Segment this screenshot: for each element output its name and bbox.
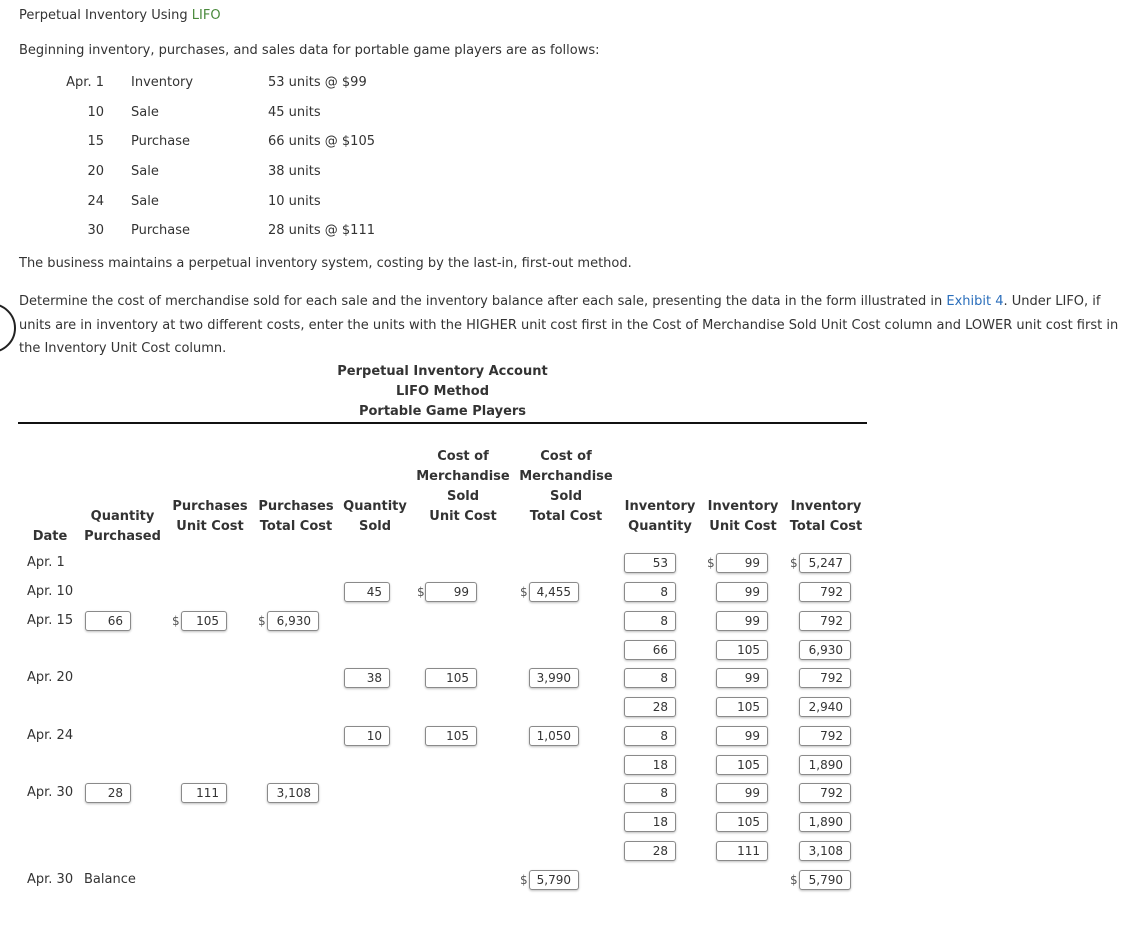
- account-method: LIFO Method: [395, 384, 490, 399]
- transaction-type: Sale: [131, 105, 159, 120]
- col-header-inv-unit-cost: Inventory Unit Cost: [707, 499, 779, 534]
- title-text: Perpetual Inventory Using: [19, 8, 192, 23]
- qty-sold-input[interactable]: 10: [344, 726, 390, 746]
- row-date-apr10: Apr. 10: [27, 584, 74, 599]
- instructions-text-1: Determine the cost of merchandise sold for each sale and the inventory balance after each sale, presenting the data in the form illustrated in: [19, 294, 947, 309]
- purch-unit-cost-input[interactable]: 105: [181, 611, 227, 631]
- col-header-qty-sold: Quantity Sold: [343, 499, 407, 534]
- transaction-type: Purchase: [131, 223, 191, 238]
- balance-label: Balance: [84, 872, 136, 887]
- inv-qty-input[interactable]: 8: [624, 726, 676, 746]
- side-circle-marker: [0, 303, 16, 353]
- dollar-sign: $: [172, 614, 180, 628]
- inv-qty-input[interactable]: 28: [624, 841, 676, 861]
- inv-qty-input[interactable]: 18: [624, 812, 676, 832]
- inv-unit-cost-input[interactable]: 99: [716, 553, 768, 573]
- inv-total-cost-input[interactable]: 1,890: [799, 812, 851, 832]
- transaction-detail: 45 units: [268, 105, 321, 120]
- transaction-detail: 66 units @ $105: [268, 134, 375, 149]
- inv-total-cost-input[interactable]: 6,930: [799, 640, 851, 660]
- transaction-detail: 38 units: [268, 164, 321, 179]
- inv-unit-cost-input[interactable]: 99: [716, 668, 768, 688]
- transaction-type: Purchase: [131, 134, 191, 149]
- transaction-detail: 28 units @ $111: [268, 223, 375, 238]
- account-title: Perpetual Inventory Account: [337, 364, 548, 379]
- inv-qty-input[interactable]: 8: [624, 611, 676, 631]
- row-date-apr1: Apr. 1: [27, 555, 65, 570]
- dollar-sign: $: [417, 585, 425, 599]
- qty-purchased-input[interactable]: 66: [85, 611, 131, 631]
- inv-qty-input[interactable]: 8: [624, 783, 676, 803]
- transaction-date: 20: [87, 164, 104, 179]
- transaction-type: Sale: [131, 164, 159, 179]
- col-header-cogs-unit-cost: Cost of Merchandise Sold Unit Cost: [416, 449, 510, 524]
- dollar-sign: $: [520, 585, 528, 599]
- title-lifo: LIFO: [191, 8, 221, 23]
- transaction-detail: 10 units: [268, 194, 321, 209]
- inv-total-cost-input[interactable]: 792: [799, 783, 851, 803]
- cogs-balance-total-input[interactable]: 5,790: [529, 870, 579, 890]
- qty-sold-input[interactable]: 45: [344, 582, 390, 602]
- inv-total-cost-input[interactable]: 1,890: [799, 755, 851, 775]
- col-header-inv-total-cost: Inventory Total Cost: [789, 499, 863, 534]
- exhibit-4-link[interactable]: Exhibit 4: [946, 294, 1004, 309]
- qty-purchased-input[interactable]: 28: [85, 783, 131, 803]
- transaction-date: 30: [87, 223, 104, 238]
- inv-balance-total-input[interactable]: 5,790: [799, 870, 851, 890]
- instructions-text-2: . Under LIFO, if units are in inventory at two different costs, enter the units with the HIGHER unit cost first in the Cost of Merchandise Sold Unit Cost column and LOWER unit cost first in the Inventory Unit Cost column.: [19, 294, 1119, 356]
- col-header-date: Date: [32, 529, 68, 544]
- dollar-sign: $: [520, 873, 528, 887]
- inv-total-cost-input[interactable]: 2,940: [799, 697, 851, 717]
- inv-unit-cost-input[interactable]: 111: [716, 841, 768, 861]
- account-product: Portable Game Players: [358, 404, 527, 419]
- dollar-sign: $: [258, 614, 266, 628]
- dollar-sign: $: [707, 556, 715, 570]
- col-header-purch-total-cost: Purchases Total Cost: [258, 499, 334, 534]
- transaction-detail: 53 units @ $99: [268, 75, 367, 90]
- cogs-unit-cost-input[interactable]: 105: [425, 668, 477, 688]
- heading-rule: [18, 422, 867, 424]
- row-date-apr24: Apr. 24: [27, 728, 74, 743]
- purch-total-cost-input[interactable]: 3,108: [267, 783, 319, 803]
- inv-qty-input[interactable]: 28: [624, 697, 676, 717]
- inv-unit-cost-input[interactable]: 105: [716, 812, 768, 832]
- purch-total-cost-input[interactable]: 6,930: [267, 611, 319, 631]
- purch-unit-cost-input[interactable]: 111: [181, 783, 227, 803]
- row-date-balance: Apr. 30: [27, 872, 74, 887]
- cogs-total-cost-input[interactable]: 3,990: [529, 668, 579, 688]
- inv-qty-input[interactable]: 8: [624, 668, 676, 688]
- col-header-purch-unit-cost: Purchases Unit Cost: [172, 499, 248, 534]
- inv-total-cost-input[interactable]: 792: [799, 668, 851, 688]
- inv-qty-input[interactable]: 66: [624, 640, 676, 660]
- inv-qty-input[interactable]: 18: [624, 755, 676, 775]
- inv-unit-cost-input[interactable]: 105: [716, 755, 768, 775]
- col-header-cogs-total-cost: Cost of Merchandise Sold Total Cost: [519, 449, 613, 524]
- inv-unit-cost-input[interactable]: 99: [716, 611, 768, 631]
- inv-unit-cost-input[interactable]: 105: [716, 640, 768, 660]
- inv-qty-input[interactable]: 8: [624, 582, 676, 602]
- col-header-qty-purchased: Quantity Purchased: [84, 509, 161, 544]
- cogs-total-cost-input[interactable]: 1,050: [529, 726, 579, 746]
- transaction-type: Inventory: [131, 75, 194, 90]
- instructions-paragraph: [19, 290, 1119, 361]
- cogs-total-cost-input[interactable]: 4,455: [529, 582, 579, 602]
- transaction-date: 24: [87, 194, 104, 209]
- dollar-sign: $: [790, 873, 798, 887]
- cogs-unit-cost-input[interactable]: 105: [425, 726, 477, 746]
- inv-total-cost-input[interactable]: 3,108: [799, 841, 851, 861]
- transaction-date: 15: [87, 134, 104, 149]
- intro-text: Beginning inventory, purchases, and sales data for portable game players are as follows:: [19, 43, 600, 58]
- page-title: [19, 8, 221, 23]
- inv-total-cost-input[interactable]: 5,247: [799, 553, 851, 573]
- row-date-apr30: Apr. 30: [27, 785, 74, 800]
- inv-qty-input[interactable]: 53: [624, 553, 676, 573]
- inv-unit-cost-input[interactable]: 99: [716, 783, 768, 803]
- inv-total-cost-input[interactable]: 792: [799, 582, 851, 602]
- transaction-date: 10: [87, 105, 104, 120]
- inv-total-cost-input[interactable]: 792: [799, 611, 851, 631]
- inv-unit-cost-input[interactable]: 105: [716, 697, 768, 717]
- inv-unit-cost-input[interactable]: 99: [716, 582, 768, 602]
- row-date-apr15: Apr. 15: [27, 613, 74, 628]
- dollar-sign: $: [790, 556, 798, 570]
- inv-total-cost-input[interactable]: 792: [799, 726, 851, 746]
- method-paragraph: The business maintains a perpetual inventory system, costing by the last-in, first-out method.: [19, 256, 632, 271]
- transaction-type: Sale: [131, 194, 159, 209]
- col-header-inv-qty: Inventory Quantity: [624, 499, 696, 534]
- inv-unit-cost-input[interactable]: 99: [716, 726, 768, 746]
- cogs-unit-cost-input[interactable]: 99: [425, 582, 477, 602]
- row-date-apr20: Apr. 20: [27, 670, 74, 685]
- qty-sold-input[interactable]: 38: [344, 668, 390, 688]
- transaction-date: Apr. 1: [66, 75, 104, 90]
